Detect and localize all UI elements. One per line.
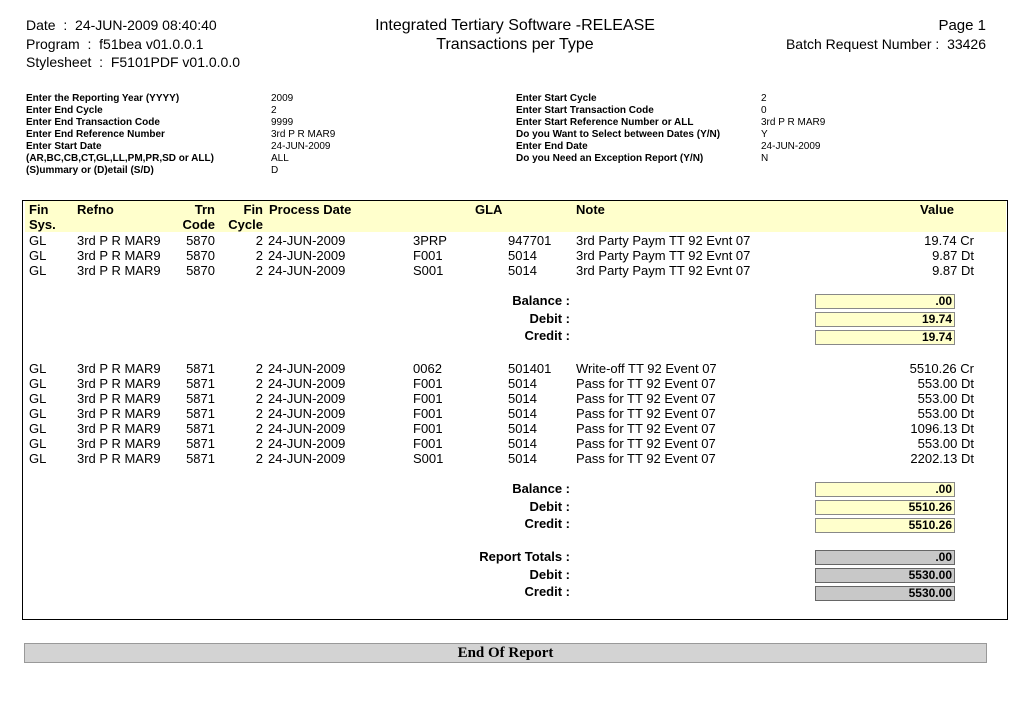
cell-trn-code: 5870 bbox=[186, 233, 215, 248]
cell-note: Pass for TT 92 Event 07 bbox=[576, 421, 716, 436]
cell-fin-cycle: 2 bbox=[255, 406, 263, 421]
cell-process-date: 24-JUN-2009 bbox=[268, 451, 346, 466]
group2-debit-label: Debit : bbox=[529, 499, 570, 514]
cell-gla-code: F001 bbox=[413, 421, 443, 436]
group1-balance-value: .00 bbox=[815, 294, 955, 309]
param-label: Enter End Cycle bbox=[26, 105, 103, 116]
param-label: Enter Start Reference Number or ALL bbox=[516, 117, 694, 128]
cell-fin-cycle: 2 bbox=[255, 391, 263, 406]
cell-gla-account: 5014 bbox=[508, 263, 537, 278]
param-value: ALL bbox=[271, 153, 289, 164]
cell-fin-cycle: 2 bbox=[255, 376, 263, 391]
cell-gla-account: 501401 bbox=[508, 361, 552, 376]
cell-gla-account: 5014 bbox=[508, 376, 537, 391]
cell-refno: 3rd P R MAR9 bbox=[77, 376, 161, 391]
report-debit-value: 5530.00 bbox=[815, 568, 955, 583]
cell-refno: 3rd P R MAR9 bbox=[77, 421, 161, 436]
col-fin-sys: Fin Sys. bbox=[29, 202, 56, 232]
param-value: 3rd P R MAR9 bbox=[761, 117, 826, 128]
cell-fin-sys: GL bbox=[29, 436, 47, 451]
cell-refno: 3rd P R MAR9 bbox=[77, 406, 161, 421]
cell-trn-code: 5871 bbox=[186, 391, 215, 406]
batch-label: Batch Request Number bbox=[785, 36, 932, 52]
report-credit-value: 5530.00 bbox=[815, 586, 955, 601]
cell-note: Write-off TT 92 Event 07 bbox=[576, 361, 717, 376]
cell-refno: 3rd P R MAR9 bbox=[77, 361, 161, 376]
cell-fin-sys: GL bbox=[29, 361, 47, 376]
param-label: Enter End Transaction Code bbox=[26, 117, 160, 128]
param-label: Enter Start Date bbox=[26, 141, 102, 152]
cell-fin-cycle: 2 bbox=[255, 263, 263, 278]
cell-gla-account: 5014 bbox=[508, 248, 537, 263]
cell-process-date: 24-JUN-2009 bbox=[268, 248, 346, 263]
group1-debit-label: Debit : bbox=[529, 311, 570, 326]
param-label: Enter End Reference Number bbox=[26, 129, 165, 140]
cell-note: Pass for TT 92 Event 07 bbox=[576, 391, 716, 406]
cell-value: 553.00 Dt bbox=[917, 406, 974, 421]
param-value: 3rd P R MAR9 bbox=[271, 129, 336, 140]
program-label: Program bbox=[26, 36, 80, 52]
cell-refno: 3rd P R MAR9 bbox=[77, 436, 161, 451]
cell-gla-code: F001 bbox=[413, 436, 443, 451]
cell-trn-code: 5871 bbox=[186, 406, 215, 421]
cell-fin-cycle: 2 bbox=[255, 421, 263, 436]
cell-fin-sys: GL bbox=[29, 233, 47, 248]
cell-value: 553.00 Dt bbox=[917, 436, 974, 451]
cell-trn-code: 5871 bbox=[186, 376, 215, 391]
cell-refno: 3rd P R MAR9 bbox=[77, 263, 161, 278]
group2-credit-label: Credit : bbox=[524, 516, 570, 531]
cell-note: Pass for TT 92 Event 07 bbox=[576, 406, 716, 421]
cell-gla-account: 5014 bbox=[508, 436, 537, 451]
program-line: Program : f51bea v01.0.0.1 bbox=[26, 36, 204, 52]
cell-fin-cycle: 2 bbox=[255, 361, 263, 376]
cell-value: 5510.26 Cr bbox=[909, 361, 974, 376]
batch-value: 33426 bbox=[947, 36, 986, 52]
col-refno: Refno bbox=[77, 202, 114, 217]
cell-process-date: 24-JUN-2009 bbox=[268, 436, 346, 451]
param-label: Enter the Reporting Year (YYYY) bbox=[26, 93, 180, 104]
col-value: Value bbox=[920, 202, 954, 217]
group1-debit-value: 19.74 bbox=[815, 312, 955, 327]
cell-process-date: 24-JUN-2009 bbox=[268, 406, 346, 421]
col-fin-cycle: Fin Cycle bbox=[228, 202, 263, 232]
cell-gla-account: 5014 bbox=[508, 451, 537, 466]
param-label: (AR,BC,CB,CT,GL,LL,PM,PR,SD or ALL) bbox=[26, 153, 214, 164]
cell-process-date: 24-JUN-2009 bbox=[268, 233, 346, 248]
cell-fin-cycle: 2 bbox=[255, 233, 263, 248]
group2-debit-value: 5510.26 bbox=[815, 500, 955, 515]
group1-credit-value: 19.74 bbox=[815, 330, 955, 345]
cell-gla-account: 947701 bbox=[508, 233, 552, 248]
cell-note: 3rd Party Paym TT 92 Evnt 07 bbox=[576, 233, 751, 248]
page-number: Page 1 bbox=[938, 17, 986, 34]
stylesheet-label: Stylesheet bbox=[26, 54, 92, 70]
cell-note: Pass for TT 92 Event 07 bbox=[576, 376, 716, 391]
cell-value: 9.87 Dt bbox=[932, 263, 974, 278]
cell-refno: 3rd P R MAR9 bbox=[77, 391, 161, 406]
cell-gla-account: 5014 bbox=[508, 406, 537, 421]
param-label: Enter End Date bbox=[516, 141, 588, 152]
param-value: 2 bbox=[761, 93, 767, 104]
date-label: Date bbox=[26, 17, 56, 33]
param-value: 2 bbox=[271, 105, 277, 116]
cell-gla-account: 5014 bbox=[508, 421, 537, 436]
cell-process-date: 24-JUN-2009 bbox=[268, 263, 346, 278]
cell-process-date: 24-JUN-2009 bbox=[268, 361, 346, 376]
param-value: 24-JUN-2009 bbox=[761, 141, 821, 152]
group1-balance-label: Balance : bbox=[512, 293, 570, 308]
col-process-date: Process Date bbox=[269, 202, 352, 217]
column-header-band bbox=[25, 201, 1006, 232]
param-value: N bbox=[761, 153, 769, 164]
cell-trn-code: 5871 bbox=[186, 361, 215, 376]
group2-balance-label: Balance : bbox=[512, 481, 570, 496]
stylesheet-value: F5101PDF v01.0.0.0 bbox=[110, 54, 241, 70]
cell-value: 2202.13 Dt bbox=[910, 451, 974, 466]
cell-fin-sys: GL bbox=[29, 451, 47, 466]
param-label: (S)ummary or (D)etail (S/D) bbox=[26, 165, 154, 176]
cell-value: 9.87 Dt bbox=[932, 248, 974, 263]
cell-gla-code: F001 bbox=[413, 391, 443, 406]
cell-value: 19.74 Cr bbox=[924, 233, 974, 248]
cell-fin-cycle: 2 bbox=[255, 248, 263, 263]
cell-refno: 3rd P R MAR9 bbox=[77, 248, 161, 263]
cell-gla-code: F001 bbox=[413, 248, 443, 263]
cell-note: 3rd Party Paym TT 92 Evnt 07 bbox=[576, 263, 751, 278]
cell-fin-sys: GL bbox=[29, 421, 47, 436]
param-label: Enter Start Cycle bbox=[516, 93, 597, 104]
cell-process-date: 24-JUN-2009 bbox=[268, 391, 346, 406]
group2-balance-value: .00 bbox=[815, 482, 955, 497]
col-trn-code: Trn Code bbox=[182, 202, 215, 232]
cell-gla-code: F001 bbox=[413, 406, 443, 421]
col-gla: GLA bbox=[475, 202, 503, 217]
cell-gla-code: S001 bbox=[413, 263, 444, 278]
report-subtitle: Transactions per Type bbox=[436, 36, 594, 53]
report-credit-label: Credit : bbox=[524, 584, 570, 599]
cell-gla-code: F001 bbox=[413, 376, 443, 391]
cell-gla-code: S001 bbox=[413, 451, 444, 466]
cell-note: Pass for TT 92 Event 07 bbox=[576, 436, 716, 451]
cell-note: 3rd Party Paym TT 92 Evnt 07 bbox=[576, 248, 751, 263]
program-value: f51bea v01.0.0.1 bbox=[99, 36, 204, 52]
batch-line: Batch Request Number : 33426 bbox=[785, 36, 986, 52]
param-value: 24-JUN-2009 bbox=[271, 141, 331, 152]
param-value: Y bbox=[761, 129, 768, 140]
cell-fin-sys: GL bbox=[29, 391, 47, 406]
param-label: Do you Need an Exception Report (Y/N) bbox=[516, 153, 704, 164]
cell-note: Pass for TT 92 Event 07 bbox=[576, 451, 716, 466]
cell-value: 553.00 Dt bbox=[917, 376, 974, 391]
cell-process-date: 24-JUN-2009 bbox=[268, 376, 346, 391]
group1-credit-label: Credit : bbox=[524, 328, 570, 343]
group2-credit-value: 5510.26 bbox=[815, 518, 955, 533]
date-value: 24-JUN-2009 08:40:40 bbox=[75, 17, 217, 33]
cell-trn-code: 5871 bbox=[186, 421, 215, 436]
report-debit-label: Debit : bbox=[529, 567, 570, 582]
end-of-report-bar: End Of Report bbox=[24, 643, 987, 663]
cell-trn-code: 5871 bbox=[186, 451, 215, 466]
cell-fin-cycle: 2 bbox=[255, 451, 263, 466]
param-value: D bbox=[271, 165, 279, 176]
report-totals-label: Report Totals : bbox=[479, 549, 570, 564]
cell-fin-sys: GL bbox=[29, 406, 47, 421]
report-balance-value: .00 bbox=[815, 550, 955, 565]
cell-trn-code: 5871 bbox=[186, 436, 215, 451]
param-value: 9999 bbox=[271, 117, 294, 128]
report-title: Integrated Tertiary Software -RELEASE bbox=[375, 17, 655, 34]
param-label: Enter Start Transaction Code bbox=[516, 105, 654, 116]
param-label: Do you Want to Select between Dates (Y/N) bbox=[516, 129, 721, 140]
cell-fin-sys: GL bbox=[29, 263, 47, 278]
cell-gla-account: 5014 bbox=[508, 391, 537, 406]
cell-trn-code: 5870 bbox=[186, 248, 215, 263]
param-value: 0 bbox=[761, 105, 767, 116]
cell-refno: 3rd P R MAR9 bbox=[77, 233, 161, 248]
col-note: Note bbox=[576, 202, 605, 217]
cell-gla-code: 3PRP bbox=[413, 233, 447, 248]
stylesheet-line: Stylesheet : F5101PDF v01.0.0.0 bbox=[26, 54, 241, 70]
cell-refno: 3rd P R MAR9 bbox=[77, 451, 161, 466]
param-value: 2009 bbox=[271, 93, 294, 104]
cell-value: 553.00 Dt bbox=[917, 391, 974, 406]
cell-trn-code: 5870 bbox=[186, 263, 215, 278]
cell-process-date: 24-JUN-2009 bbox=[268, 421, 346, 436]
cell-value: 1096.13 Dt bbox=[910, 421, 974, 436]
cell-fin-sys: GL bbox=[29, 248, 47, 263]
cell-gla-code: 0062 bbox=[413, 361, 442, 376]
cell-fin-sys: GL bbox=[29, 376, 47, 391]
date-line: Date : 24-JUN-2009 08:40:40 bbox=[26, 17, 217, 33]
cell-fin-cycle: 2 bbox=[255, 436, 263, 451]
